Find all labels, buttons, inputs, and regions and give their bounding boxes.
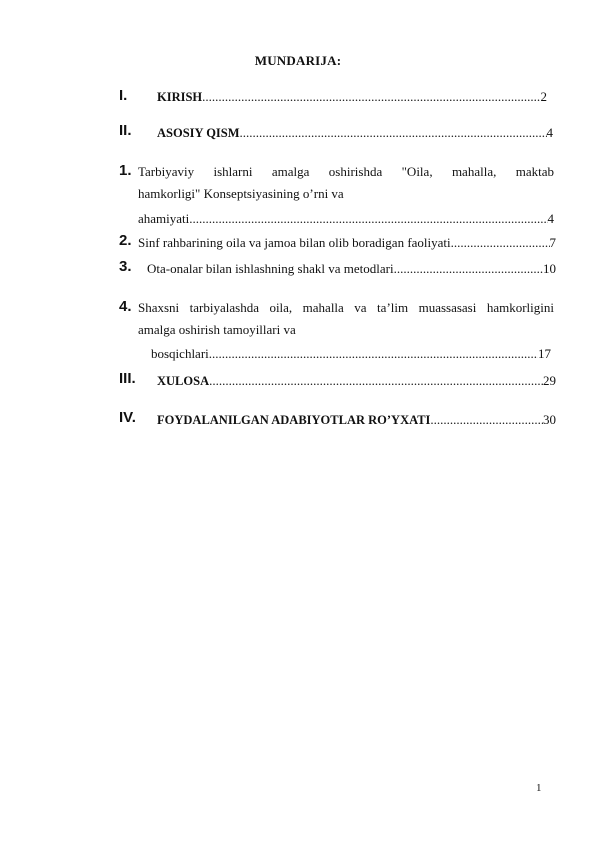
entry-page: 2 bbox=[540, 89, 547, 104]
entry-title: FOYDALANILGAN ADABIYOTLAR RO’YXATI bbox=[157, 413, 431, 427]
toc-entry-konseptsiya[interactable] bbox=[138, 211, 554, 227]
dot-leader bbox=[202, 89, 540, 105]
entry-title: KIRISH bbox=[157, 90, 203, 104]
entry-number: 1. bbox=[119, 162, 132, 179]
entry-page: 10 bbox=[543, 261, 556, 276]
entry-number: I. bbox=[119, 87, 128, 104]
entry-page: 30 bbox=[543, 412, 556, 427]
dot-leader bbox=[209, 346, 538, 362]
toc-entry-sinf-rahbari[interactable] bbox=[138, 235, 556, 251]
toc-entry-asosiy-qism[interactable] bbox=[157, 125, 553, 141]
entry-title: Ota-onalar bilan ishlashning shakl va metodlari bbox=[147, 261, 394, 276]
dot-leader bbox=[189, 211, 547, 227]
toc-title: MUNDARIJA: bbox=[254, 53, 342, 68]
dot-leader bbox=[430, 412, 543, 428]
entry-title: Sinf rahbarining oila va jamoa bilan olib boradigan faoliyati bbox=[138, 235, 451, 250]
dot-leader bbox=[240, 125, 547, 141]
entry-page: 17 bbox=[538, 346, 551, 361]
dot-leader bbox=[394, 261, 543, 277]
entry-page: 29 bbox=[543, 373, 556, 388]
entry-title: ahamiyati bbox=[138, 211, 190, 226]
entry-line-2: amalga oshirish tamoyillari va bbox=[138, 322, 296, 337]
entry-number: 4. bbox=[119, 298, 132, 315]
dot-leader bbox=[451, 235, 550, 251]
entry-page: 4 bbox=[547, 211, 554, 226]
toc-entry-xulosa[interactable] bbox=[157, 373, 556, 389]
toc-entry-bosqichlari[interactable] bbox=[151, 346, 551, 362]
entry-number: IV. bbox=[119, 409, 136, 426]
entry-title: bosqichlari bbox=[151, 346, 209, 361]
entry-title: ASOSIY QISM bbox=[157, 126, 240, 140]
entry-page: 4 bbox=[546, 125, 553, 140]
entry-number: III. bbox=[119, 370, 136, 387]
entry-number: 2. bbox=[119, 232, 132, 249]
entry-line-2: hamkorligi" Konseptsiyasining o’rni va bbox=[138, 186, 344, 201]
dot-leader bbox=[209, 373, 543, 389]
entry-line-1: Shaxsni tarbiyalashda oila, mahalla va ta’lim muassasasi hamkorligini bbox=[138, 300, 554, 315]
entry-number: 3. bbox=[119, 258, 132, 275]
entry-page: 7 bbox=[549, 235, 556, 250]
entry-line-1: Tarbiyaviy ishlarni amalga oshirishda "Oila, mahalla, maktab bbox=[138, 164, 554, 179]
toc-entry-adabiyotlar[interactable] bbox=[157, 412, 556, 428]
entry-number: II. bbox=[119, 122, 132, 139]
toc-entry-kirish[interactable] bbox=[157, 89, 547, 105]
page-number: 1 bbox=[536, 782, 542, 794]
toc-entry-ota-onalar[interactable] bbox=[147, 261, 556, 277]
entry-title: XULOSA bbox=[157, 374, 210, 388]
